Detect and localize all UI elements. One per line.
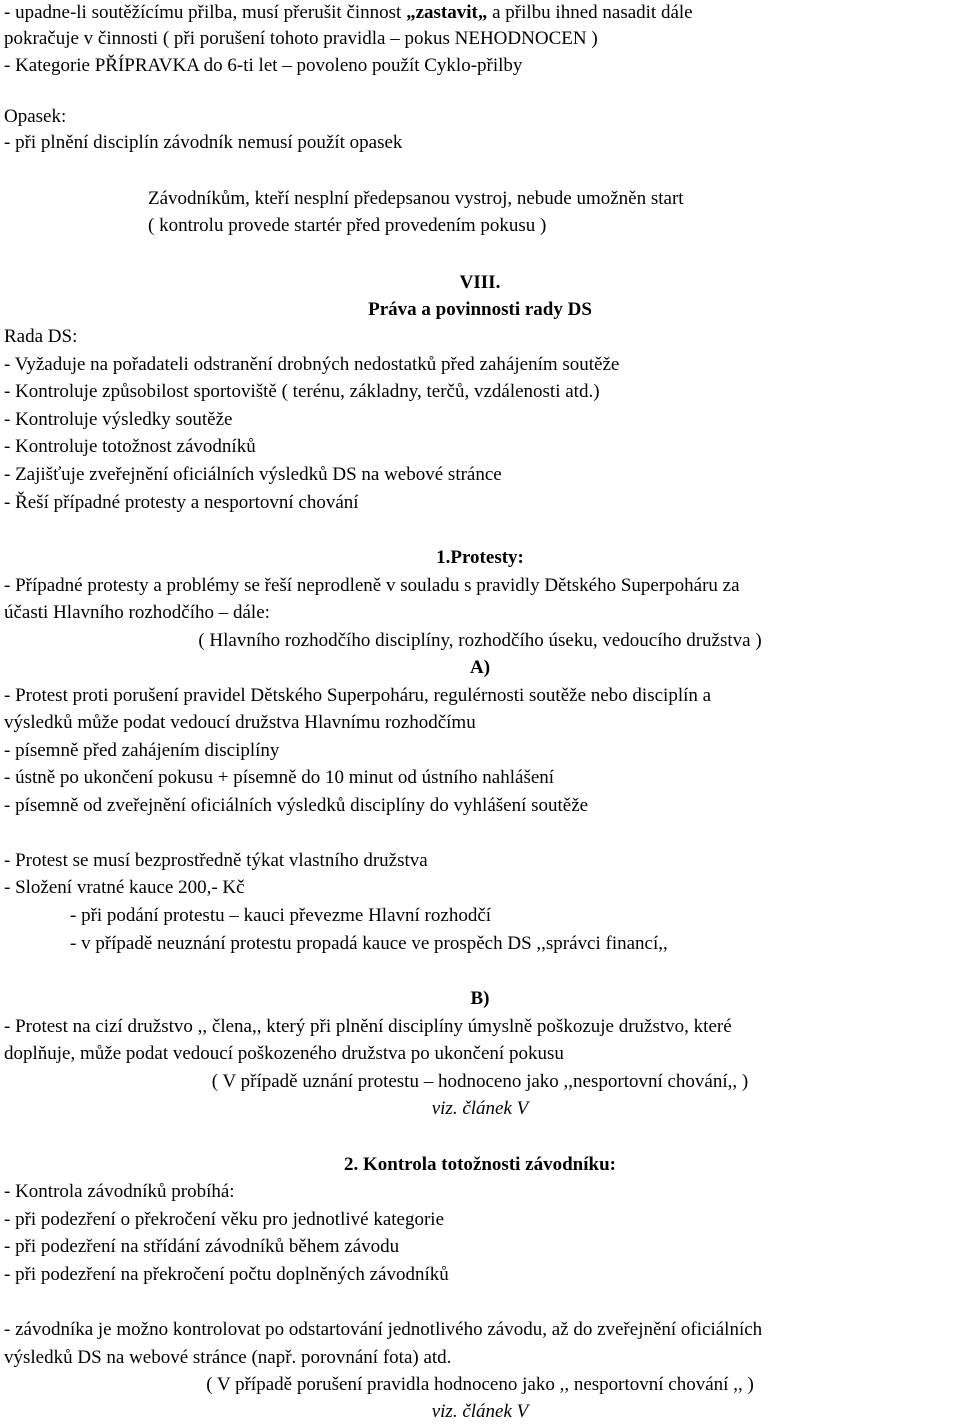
category-helmet-rule: - Kategorie PŘÍPRAVKA do 6-ti let – povoleno použít Cyklo-přilby	[4, 55, 523, 76]
protests-title: 1.Protesty:	[436, 547, 524, 568]
council-item: - Kontroluje způsobilost sportoviště ( terénu, základny, terčů, vzdálenosti atd.)	[4, 381, 600, 402]
identity-check-line: - Kontrola závodníků probíhá:	[4, 1181, 235, 1202]
belt-heading: Opasek:	[4, 106, 67, 127]
helmet-rule-text: - upadne-li soutěžícímu přilba, musí přerušit činnost	[4, 2, 407, 23]
council-item: - Zajišťuje zveřejnění oficiálních výsledků DS na webové stránce	[4, 464, 502, 485]
article-reference: viz. článek V	[431, 1401, 529, 1422]
helmet-rule-text-end: a přilbu ihned nasadit dále	[487, 2, 693, 23]
protests-referees: ( Hlavního rozhodčího disciplíny, rozhodčího úseku, vedoucího družstva )	[198, 630, 762, 651]
identity-check-paragraph: - závodníka je možno kontrolovat po odstartování jednotlivého závodu, až do zveřejnění oficiálních	[4, 1319, 763, 1340]
belt-rule: - při plnění disciplín závodník nemusí použít opasek	[4, 132, 403, 153]
section-title: Práva a povinnosti rady DS	[368, 299, 592, 320]
council-item: - Řeší případné protesty a nesportovní chování	[4, 492, 359, 513]
deposit-detail: - při podání protestu – kauci převezme Hlavní rozhodčí	[70, 905, 492, 926]
equipment-note: Závodníkům, kteří nesplní předepsanou vystroj, nebude umožněn start	[148, 188, 684, 209]
protests-a-line: - písemně od zveřejnění oficiálních výsledků disciplíny do vyhlášení soutěže	[4, 795, 589, 816]
identity-check-note: ( V případě porušení pravidla hodnoceno jako ,, nesportovní chování ,, )	[206, 1374, 754, 1395]
council-item: - Vyžaduje na pořadateli odstranění drobných nedostatků před zahájením soutěže	[4, 354, 620, 375]
identity-check-line: - při podezření na překročení počtu doplněných závodníků	[4, 1264, 449, 1285]
council-item: - Kontroluje výsledky soutěže	[4, 409, 233, 430]
council-intro: Rada DS:	[4, 326, 78, 347]
identity-check-paragraph: výsledků DS na webové stránce (např. porovnání fota) atd.	[4, 1347, 452, 1368]
helmet-rule-continuation: pokračuje v činnosti ( při porušení tohoto pravidla – pokus NEHODNOCEN )	[4, 28, 598, 49]
protests-b-line: doplňuje, může podat vedoucí poškozeného družstva po ukončení pokusu	[4, 1043, 564, 1064]
protests-a-label: A)	[469, 657, 491, 678]
section-number: VIII.	[459, 272, 501, 293]
identity-check-title: 2. Kontrola totožnosti závodníku:	[343, 1154, 616, 1175]
protests-b-line: - Protest na cizí družstvo ,, člena,, který při plnění disciplíny úmyslně poškozuje družstvo, které	[4, 1016, 732, 1037]
council-item: - Kontroluje totožnost závodníků	[4, 436, 256, 457]
protest-scope: - Protest se musí bezprostředně týkat vlastního družstva	[4, 850, 428, 871]
protests-a-line: - Protest proti porušení pravidel Dětského Superpoháru, regulérnosti soutěže nebo disciplín a	[4, 685, 712, 706]
protest-deposit: - Složení vratné kauce 200,- Kč	[4, 877, 245, 898]
article-reference: viz. článek V	[431, 1098, 529, 1119]
helmet-rule-line	[4, 0, 693, 26]
equipment-note-check: ( kontrolu provede startér před provedením pokusu )	[148, 215, 547, 236]
helmet-rule-emphasis: „zastavit„	[406, 2, 488, 23]
deposit-detail: - v případě neuznání protestu propadá kauce ve prospěch DS ,,správci financí,,	[70, 933, 668, 954]
identity-check-line: - při podezření o překročení věku pro jednotlivé kategorie	[4, 1209, 444, 1230]
protests-b-label: B)	[470, 988, 490, 1009]
protests-a-line: - ústně po ukončení pokusu + písemně do 10 minut od ústního nahlášení	[4, 767, 555, 788]
identity-check-line: - při podezření na střídání závodníků během závodu	[4, 1236, 400, 1257]
protests-b-note: ( V případě uznání protestu – hodnoceno jako ,,nesportovní chování,, )	[211, 1071, 749, 1092]
protests-text: účasti Hlavního rozhodčího – dále:	[4, 602, 270, 623]
protests-text: - Případné protesty a problémy se řeší neprodleně v souladu s pravidly Dětského Superpoháru za	[4, 575, 740, 596]
protests-a-line: výsledků může podat vedoucí družstva Hlavnímu rozhodčímu	[4, 712, 476, 733]
protests-a-line: - písemně před zahájením disciplíny	[4, 740, 280, 761]
